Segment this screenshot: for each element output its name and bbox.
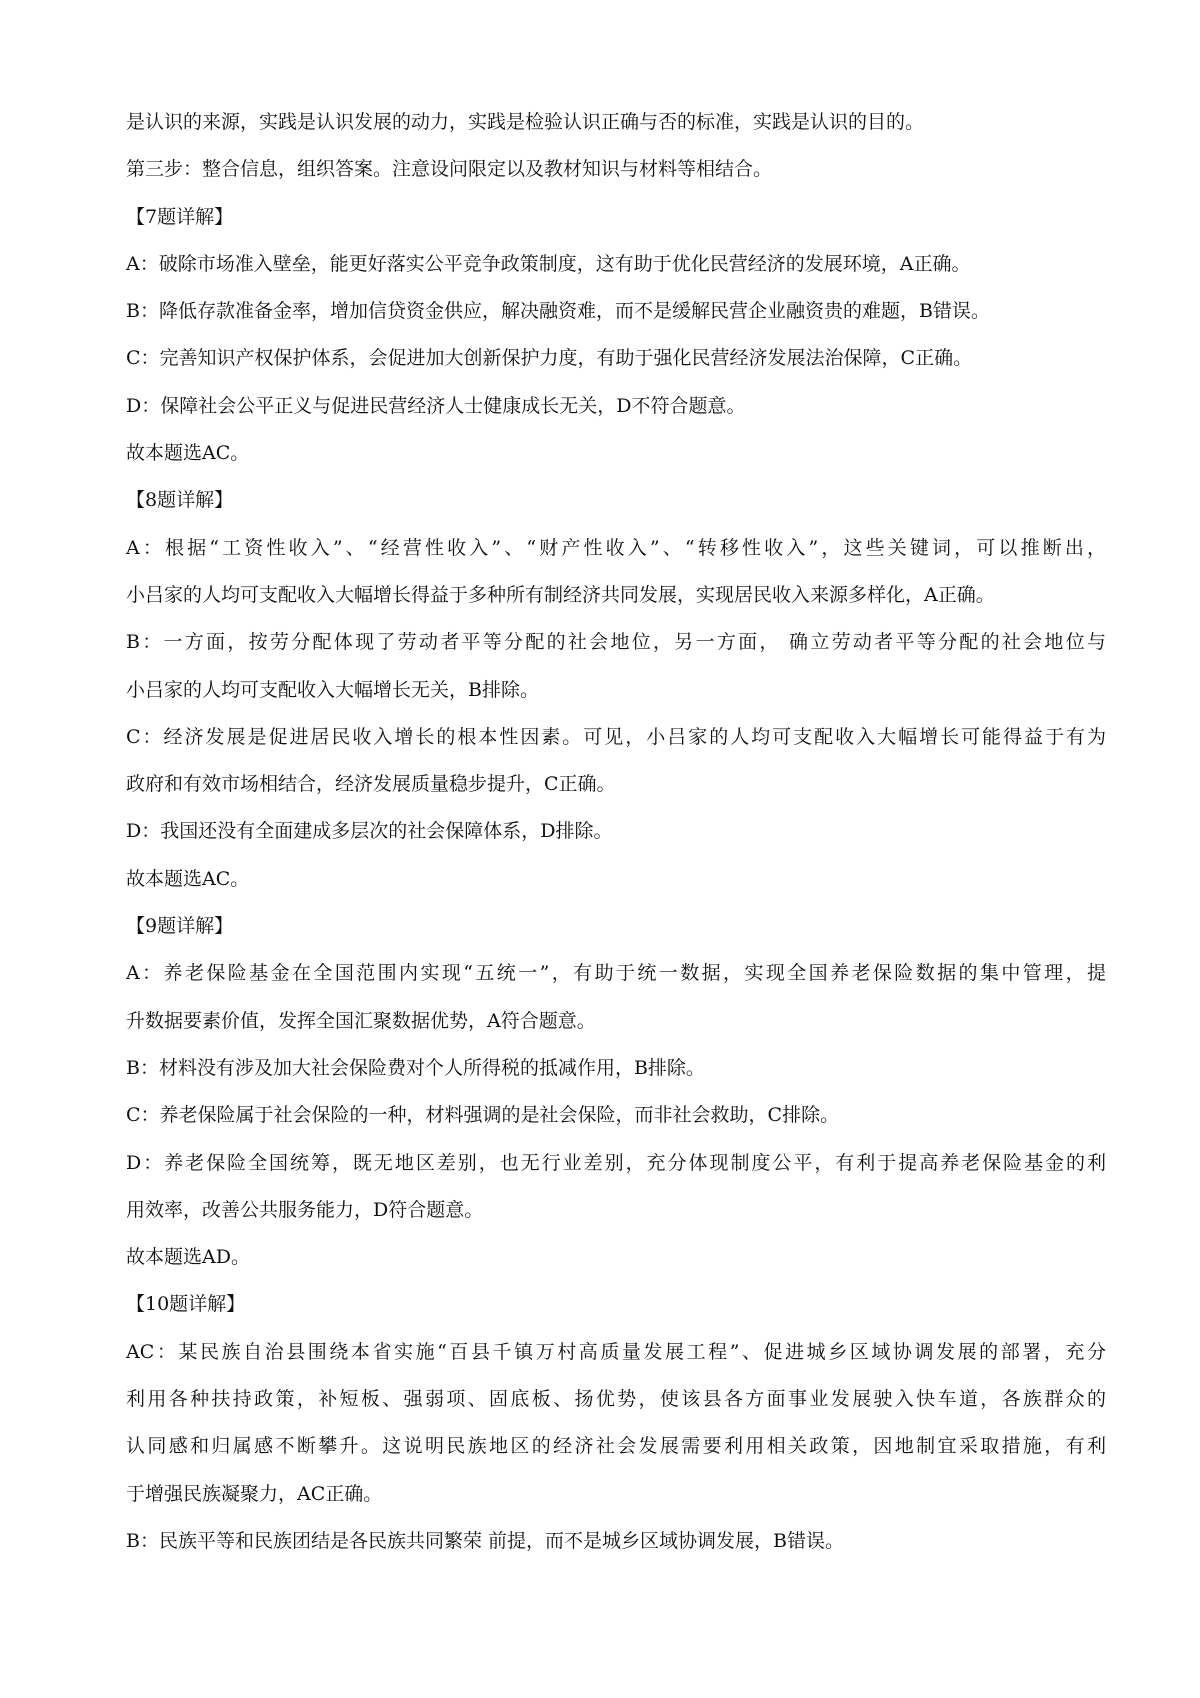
text-line: 小吕家的人均可支配收入大幅增长得益于多种所有制经济共同发展，实现居民收入来源多样化，A正确。	[126, 583, 995, 606]
text-line: 于增强民族凝聚力，AC正确。	[126, 1482, 383, 1505]
text-line: D：保障社会公平正义与促进民营经济人士健康成长无关，D不符合题意。	[126, 394, 746, 417]
text-line: B：降低存款准备金率，增加信贷资金供应，解决融资难，而不是缓解民营企业融资贵的难题，B错误。	[126, 300, 990, 323]
text-line: 升数据要素价值，发挥全国汇聚数据优势，A符合题意。	[126, 1009, 596, 1032]
text-line: C：养老保险属于社会保险的一种，材料强调的是社会保险，而非社会救助，C排除。	[126, 1104, 840, 1127]
text-line: 故本题选AC。	[126, 867, 250, 890]
text-line: 【8题详解】	[126, 489, 234, 512]
text-line: 用效率，改善公共服务能力，D符合题意。	[126, 1198, 484, 1221]
text-line: 【10题详解】	[126, 1293, 246, 1316]
text-line: A：根据“工资性收入”、“经营性收入”、“财产性收入”、“转移性收入”，这些关键词，可以推断出，	[126, 536, 1106, 559]
text-line: AC：某民族自治县围绕本省实施“百县千镇万村高质量发展工程”、促进城乡区域协调发展的部署，充分	[126, 1340, 1106, 1363]
text-line: 利用各种扶持政策，补短板、强弱项、固底板、扬优势，使该县各方面事业发展驶入快车道，各族群众的	[126, 1388, 1106, 1411]
text-line: A：破除市场准入壁垒，能更好落实公平竞争政策制度，这有助于优化民营经济的发展环境，A正确。	[126, 252, 971, 275]
text-line: D：养老保险全国统筹，既无地区差别，也无行业差别，充分体现制度公平，有利于提高养老保险基金的利	[126, 1151, 1106, 1174]
text-line: B：材料没有涉及加大社会保险费对个人所得税的抵减作用，B排除。	[126, 1056, 705, 1079]
text-line: C：经济发展是促进居民收入增长的根本性因素。可见，小吕家的人均可支配收入大幅增长可能得益于有为	[126, 725, 1106, 748]
text-line: 【9题详解】	[126, 915, 234, 938]
text-line: A：养老保险基金在全国范围内实现“五统一”，有助于统一数据，实现全国养老保险数据的集中管理，提	[126, 962, 1106, 985]
document-body	[126, 99, 1106, 1565]
text-line: 故本题选AC。	[126, 442, 250, 465]
text-line: 是认识的来源，实践是认识发展的动力，实践是检验认识正确与否的标准，实践是认识的目的。	[126, 111, 925, 133]
text-line: B：民族平等和民族团结是各民族共同繁荣 前提，而不是城乡区域协调发展，B错误。	[126, 1529, 844, 1552]
text-line: 政府和有效市场相结合，经济发展质量稳步提升，C正确。	[126, 773, 616, 796]
text-line: 认同感和归属感不断攀升。这说明民族地区的经济社会发展需要利用相关政策，因地制宜采取措施，有利	[126, 1435, 1106, 1458]
text-line: 小吕家的人均可支配收入大幅增长无关，B排除。	[126, 678, 539, 701]
text-line: 第三步：整合信息，组织答案。注意设问限定以及教材知识与材料等相结合。	[126, 158, 773, 181]
text-line: 故本题选AD。	[126, 1246, 250, 1269]
text-line: D：我国还没有全面建成多层次的社会保障体系，D排除。	[126, 820, 613, 843]
text-line: C：完善知识产权保护体系，会促进加大创新保护力度，有助于强化民营经济发展法治保障，C正确。	[126, 347, 973, 370]
text-line: B：一方面，按劳分配体现了劳动者平等分配的社会地位，另一方面， 确立劳动者平等分配的社会地位与	[126, 631, 1106, 654]
text-line: 【7题详解】	[126, 205, 234, 228]
